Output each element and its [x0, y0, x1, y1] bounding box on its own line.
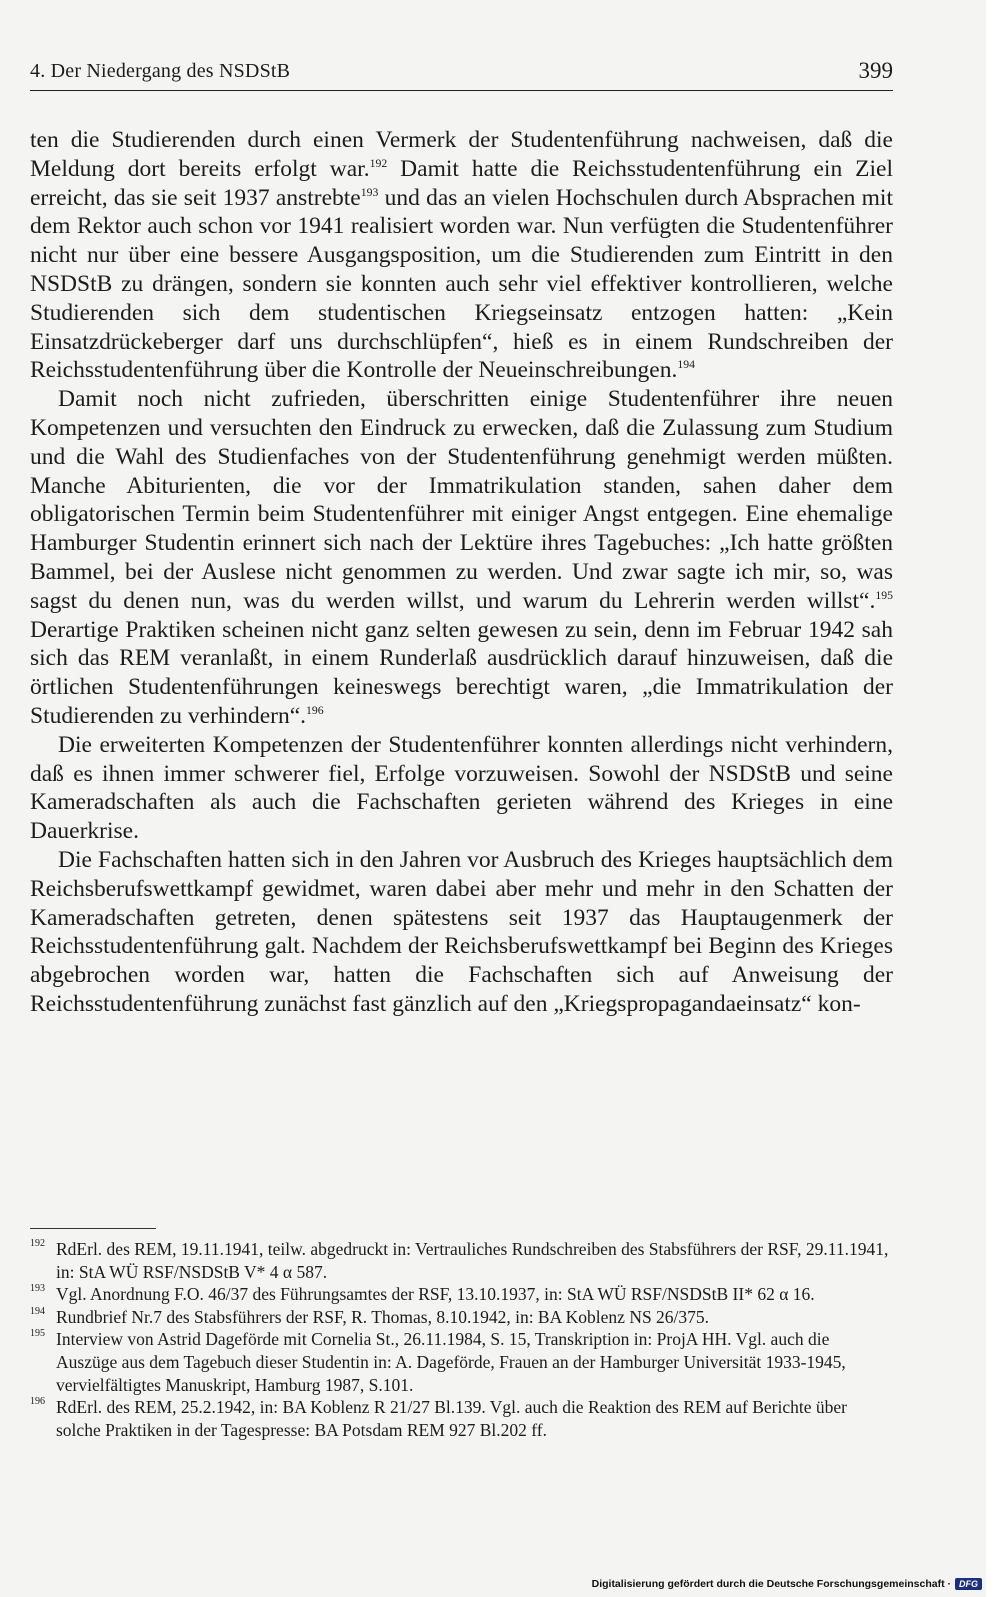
paragraph-3: Die erweiterten Kompetenzen der Studentenführer konnten allerdings nicht verhindern, daß es ihnen immer schwerer fiel, Erfolge vorzuweisen. Sowohl der NSDStB und seine Kameradschaften als auch die Fachschaften gerieten während des Krieges in eine Dauerkrise.	[30, 731, 893, 845]
page-edge	[986, 0, 1000, 1597]
footnote-text: RdErl. des REM, 19.11.1941, teilw. abgedruckt in: Vertrauliches Rundschreiben des Stabsführers der RSF, 29.11.1941, in: StA WÜ RSF/NSDStB V* 4 α 587.	[56, 1239, 889, 1282]
footnote-194	[30, 1306, 893, 1329]
paragraph-2-part-1: Damit noch nicht zufrieden, überschritten einige Studentenführer ihre neuen Kompetenzen und versuchten den Eindruck zu erwecken, daß die Zulassung zum Studium und die Wahl des Studienfaches von der Studentenführung genehmigt werden müßten. Manche Abiturienten, die vor der Immatrikulation standen, sahen daher dem obligatorischen Termin beim Studentenführer mit einiger Angst entgegen. Eine ehemalige Hamburger Studentin erinnert sich nach der Lektüre ihres Tagebuches: „Ich hatte größten Bammel, bei der Auslese nicht genommen zu werden. Und zwar sagte ich mir, so, was sagst du denen nun, was du werden willst, und warum du Lehrerin werden willst“.	[30, 386, 893, 614]
dfg-logo-icon: DFG	[955, 1578, 982, 1590]
footnote-ref-194: 194	[677, 358, 695, 372]
main-text	[30, 126, 893, 1019]
footnote-number: 194	[30, 1305, 45, 1317]
footnote-ref-196: 196	[306, 704, 324, 718]
footnote-ref-193: 193	[360, 185, 379, 199]
paragraph-4: Die Fachschaften hatten sich in den Jahren vor Ausbruch des Krieges hauptsächlich dem Reichsberufswettkampf gewidmet, waren dabei aber mehr und mehr in den Schatten der Kameradschaften getreten, denen spätestens seit 1937 das Hauptaugenmerk der Reichsstudentenführung galt. Nachdem der Reichsberufswettkampf bei Beginn des Krieges abgebrochen worden war, hatten die Fachschaften sich auf Anweisung der Reichsstudentenführung zunächst fast gänzlich auf den „Kriegspropagandaeinsatz“ kon-	[30, 846, 893, 1017]
running-title: 4. Der Niedergang des NSDStB	[30, 60, 291, 82]
credit-text: Digitalisierung gefördert durch die Deutsche Forschungsgemeinschaft ·	[591, 1578, 951, 1590]
paragraph-1-part-2: Damit hatte die Reichsstudentenführung ein Ziel erreicht, das sie seit 1937 anstrebte	[30, 155, 893, 211]
footnote-number: 192	[30, 1238, 45, 1249]
footnote-195	[30, 1328, 893, 1396]
footnote-ref-195: 195	[875, 588, 893, 602]
footnote-number: 193	[30, 1283, 45, 1295]
digitization-credit	[592, 1578, 982, 1590]
paragraph-1	[30, 126, 893, 385]
paragraph-1-part-3: und das an vielen Hochschulen durch Absprachen mit dem Rektor auch schon vor 1941 realisiert worden war. Nun verfügten die Studentenführer nicht nur über eine bessere Ausgangsposition, um die Studierenden zum Eintritt in den NSDStB zu drängen, sondern sie konnten auch sehr viel effektiver kontrollieren, welche Studierenden sich dem studentischen Kriegseinsatz entzogen hatten: „Kein Einsatzdrückeberger darf uns durchschlüpfen“, hieß es in einem Rundschreiben der Reichsstudentenführung über die Kontrolle der Neueinschreibungen.	[30, 184, 893, 384]
running-header	[30, 60, 893, 91]
footnote-text: Rundbrief Nr.7 des Stabsführers der RSF, R. Thomas, 8.10.1942, in: BA Koblenz NS 26/375.	[56, 1306, 710, 1327]
footnotes	[30, 1238, 893, 1441]
page-number: 399	[858, 58, 893, 83]
footnote-text: RdErl. des REM, 25.2.1942, in: BA Koblenz R 21/27 Bl.139. Vgl. auch die Reaktion des REM auf Berichte über solche Praktiken in der Tagespresse: BA Potsdam REM 927 Bl.202 ff.	[56, 1397, 847, 1440]
footnote-196	[30, 1396, 893, 1441]
paragraph-2	[30, 385, 893, 731]
footnote-ref-192: 192	[369, 156, 388, 170]
footnote-divider	[30, 1228, 156, 1229]
footnote-text: Interview von Astrid Dageförde mit Cornelia St., 26.11.1984, S. 15, Transkription in: ProjA HH. Vgl. auch die Auszüge aus dem Tagebuch dieser Studentin in: A. Dageförde, Frauen an der Hamburger Universität 1933-1945, vervielfältigtes Manuskript, Hamburg 1987, S.101.	[56, 1329, 846, 1395]
paragraph-1-part-1: ten die Studierenden durch einen Vermerk der Studentenführung nachweisen, daß die Meldung dort bereits erfolgt war.	[30, 127, 893, 182]
paragraph-2-part-2: Derartige Praktiken scheinen nicht ganz selten gewesen zu sein, denn im Februar 1942 sah sich das REM veranlaßt, in einem Runderlaß ausdrücklich darauf hinzuweisen, daß die örtlichen Studentenführungen keineswegs berechtigt waren, „die Immatrikulation der Studierenden zu verhindern“.	[30, 616, 893, 729]
footnote-number: 195	[30, 1328, 45, 1340]
footnote-192	[30, 1238, 893, 1283]
footnote-193	[30, 1283, 893, 1306]
footnote-text: Vgl. Anordnung F.O. 46/37 des Führungsamtes der RSF, 13.10.1937, in: StA WÜ RSF/NSDStB II* 62 α 16.	[56, 1284, 815, 1305]
footnote-number: 196	[30, 1396, 45, 1408]
